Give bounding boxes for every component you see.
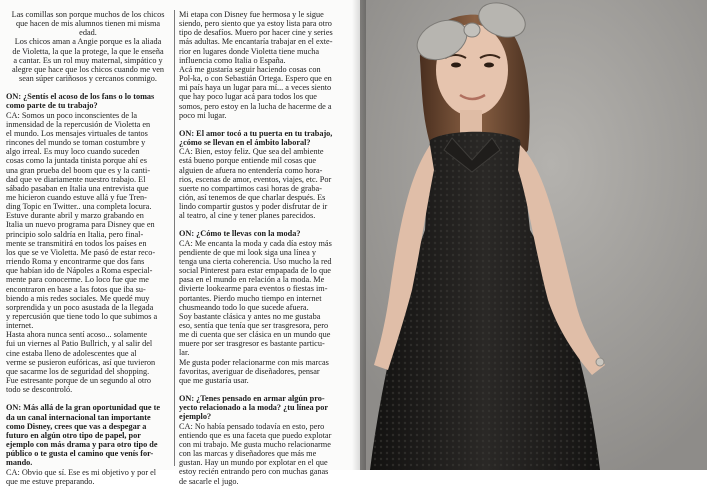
interview-question: ON: El amor tocó a tu puerta en tu trabajo, ¿cómo se llevan en el ámbito laboral? — [179, 128, 333, 148]
interview-answer: Me gusta poder relacionarme con mis marcas favoritas, averiguar de diseñadores, pensar que me gustaría usar. — [179, 357, 329, 385]
interview-answer: CA: Bien, estoy feliz. Que sea del ambiente está bueno porque entiende mil cosas que alguien de afuera no entendería como hora- rios, escenas de amor, eventos, viajes, etc. Por suerte no compartimos casi horas de graba- ción, así tenemos de que charlar después. Es lindo compartir gustos y poder disfrutar de ir al teatro, al cine y tener planes parecidos. — [179, 147, 332, 221]
bracelet — [596, 358, 604, 366]
intro-paragraph: Los chicos aman a Angie porque es la aliada de Violetta, la que la protege, la que le enseña a cantar. Es un rol muy maternal, simpático y alegre que hace que los chicos cuando me ven sean súper cariñosos y cercanos conmigo. — [11, 37, 165, 84]
column-divider — [174, 10, 175, 466]
photo-page — [360, 0, 707, 470]
interview-question: ON: ¿Sentís el acoso de los fans o lo tomas como parte de tu trabajo? — [6, 92, 155, 111]
interview-answer: Hasta ahora nunca sentí acoso... solamente fui un viernes al Patio Bullrich, y al salir del cine estaba lleno de adolescentes que al verme se pusieron eufóricas, así que tuvieron que sacarme los de seguridad del shopping. Fue estresante porque de un segundo al otro todo se descontroló. — [6, 330, 156, 395]
interview-answer: CA: Obvio que sí. Ese es mi objetivo y por el que me estuve preparando. — [6, 467, 157, 486]
interview-answer: Soy bastante clásica y antes no me gustaba eso, sentía que tenía que ser trasgresora, pero me di cuenta que ser clásica en un mundo que muere por ser trasgresor es bastante particu- lar. — [179, 311, 331, 358]
intro-paragraph: Las comillas son porque muchos de los chicos que hacen de mis alumnos tienen mi misma edad. — [11, 10, 165, 38]
interview-answer: Acá me gustaría seguir haciendo cosas con Pol-ka, o con Sebastián Ortega. Espero que en mi país haya un lugar para mí... a veces siento que hay poco lugar acá para todos los que somos, pero estoy en la lucha de hacerme de a poco mi lugar. — [179, 64, 332, 120]
article-column-left — [6, 10, 170, 486]
interview-answer: Mi etapa con Disney fue hermosa y le sigue siendo, pero siento que ya estoy lista para otro tipo de desafíos. Muero por hacer cine y series más adultas. Me encantaría trabajar en el exte- rior en lugares donde Violetta tiene mucha influencia como Italia o España. — [179, 10, 333, 65]
interview-question: ON: ¿Cómo te llevas con la moda? — [179, 229, 301, 239]
portrait-photo — [360, 0, 707, 470]
interview-question: ON: Más allá de la gran oportunidad que te da un canal internacional tan importante como Disney, crees que vas a despegar a futuro en algún otro tipo de papel, por ejemplo con más drama y para otro tipo de público o te gusta el camino que venís for- mando. — [6, 403, 161, 468]
page-gutter — [352, 0, 366, 470]
interview-question: ON: ¿Tenes pensado en armar algún pro- yecto relacionado a la moda? ¿tu línea por ejemplo? — [179, 394, 329, 422]
interview-answer: CA: Me encanta la moda y cada día estoy más pendiente de que mi look siga una línea y tenga una cierta coherencia. Uso mucho la red social Pinterest para estar empapada de lo que pasa en el mundo en relación a la moda. Me divierte lookearme para eventos o fiestas im- portantes. Pierdo mucho tiempo en internet chusmeando todo lo que sucede afuera. — [179, 238, 332, 312]
article-column-right — [179, 10, 347, 486]
interview-answer: CA: No había pensado todavía en esto, pero entiendo que es una faceta que puedo explotar con mi trabajo. Me gusta mucho relacionarme con las marcas y diseñadores que más me gustan. Hay un mundo por explotar en el que estoy recién entrando pero con muchas ganas de sacarle el jugo. — [179, 421, 332, 486]
interview-answer: CA: Somos un poco inconscientes de la inmensidad de la repercusión de Violetta en el mundo. Los mensajes virtuales de tantos rincones del mundo se toman costumbre y algo irreal. Es muy loco cuando suceden cosas como la juntada tinista porque ahí es una gran prueba del boom que es y la canti- dad que ve diariamente nuestro trabajo. El sábado pasaban en Italia una entrevista que me hicieron cuando estuve allá y fue Tren- ding Topic en Twitter.. una completa locura. Estuve durante abril y marzo grabando en Italia un nuevo programa para Disney que en principio solo saldría en Italia, pero final- mente se transmitirá en todos los países en los que se ve Violetta. Me pasó de estar reco- rriendo Roma y encontrarme que dos fans que habían ido de Nápoles a Roma especial- mente para conocerme. Lo loco fue que me encontraron en base a las fotos que iba su- biendo a mis redes sociales. Me quedé muy sorprendida y un poco asustada de la llegada y repercusión que tiene todo lo que subimos a internet. — [6, 110, 158, 331]
